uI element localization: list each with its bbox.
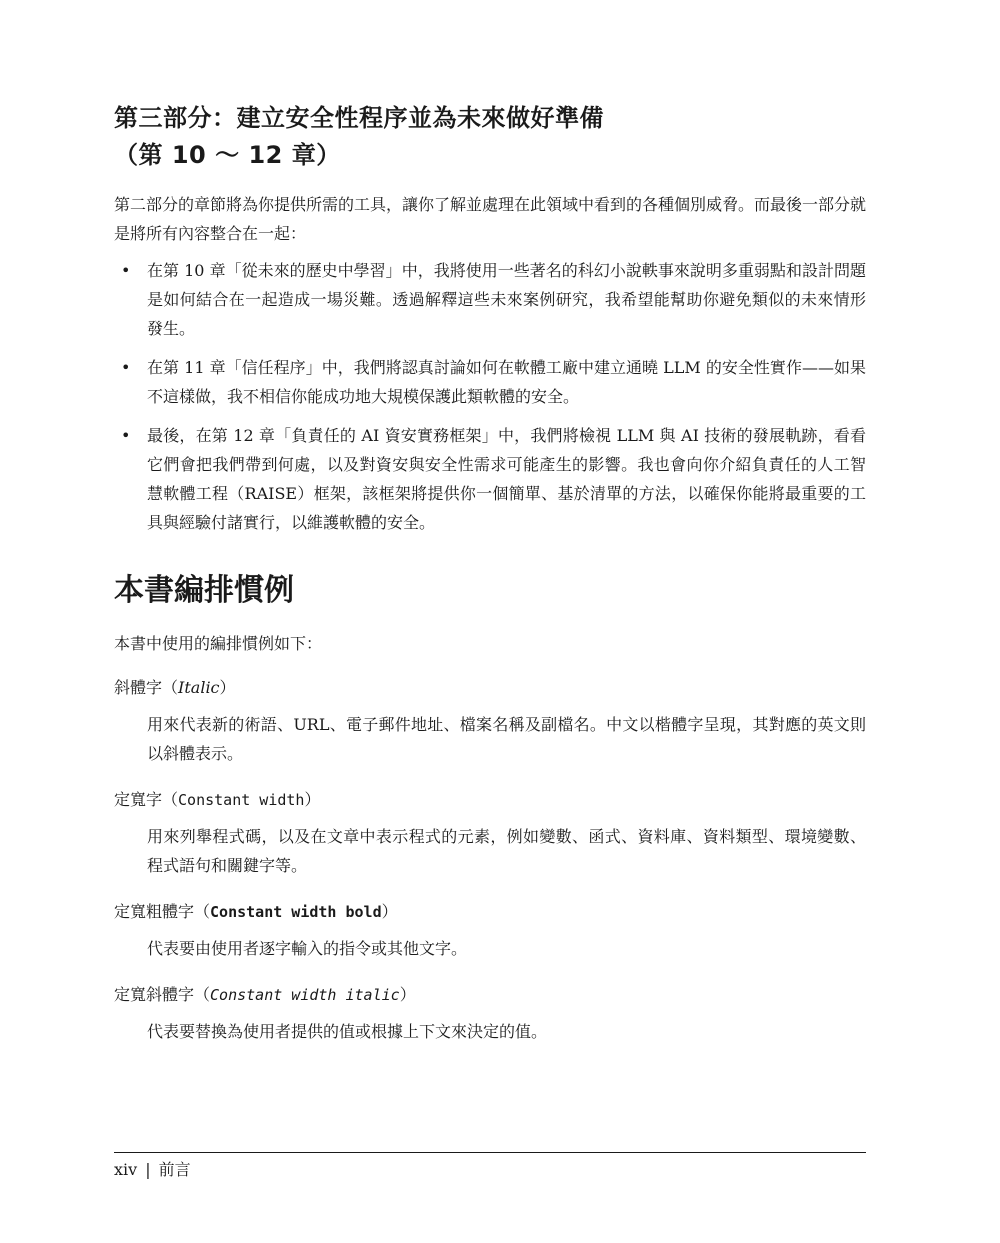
page-footer: [114, 1152, 866, 1182]
footer-separator: |: [145, 1160, 151, 1179]
page-number: xiv: [114, 1160, 138, 1179]
bullet-icon: •: [121, 426, 131, 445]
list-item: • 最後，在第 12 章「負責任的 AI 資安實務框架」中，我們將檢視 LLM 與 AI 技術的發展軌跡，看看它們會把我們帶到何處，以及對資安與安全性需求可能產生的影響。我也會向你介紹負責任的人工智慧軟體工程（RAISE）框架，該框架將提供你一個簡單、基於清單的方法，以確保你能將最重要的工具與經驗付諸實行，以維護軟體的安全。: [114, 421, 866, 537]
conventions-intro: 本書中使用的編排慣例如下：: [114, 634, 323, 653]
part3-bullet-list: [114, 256, 866, 537]
term-constant-width: 定寬字（Constant width）: [114, 790, 321, 809]
conventions-heading: 本書編排慣例: [114, 573, 294, 608]
term-constant-width-desc: 用來列舉程式碼，以及在文章中表示程式的元素，例如變數、函式、資料庫、資料類型、環境變數、程式語句和關鍵字等。: [147, 827, 866, 875]
term-constant-width-italic-desc: 代表要替換為使用者提供的值或根據上下文來決定的值。: [147, 1022, 548, 1041]
list-item: • 在第 10 章「從未來的歷史中學習」中，我將使用一些著名的科幻小說軼事來說明多重弱點和設計問題是如何結合在一起造成一場災難。透過解釋這些未來案例研究，我希望能幫助你避免類似的未來情形發生。: [114, 256, 866, 343]
term-italic-desc: 用來代表新的術語、URL、電子郵件地址、檔案名稱及副檔名。中文以楷體字呈現，其對應的英文則以斜體表示。: [147, 715, 866, 763]
bullet-icon: •: [121, 358, 131, 377]
term-constant-width-bold: 定寬粗體字（Constant width bold）: [114, 902, 398, 921]
part3-title-line1: 第三部分：建立安全性程序並為未來做好準備: [114, 104, 604, 132]
part3-intro: 第二部分的章節將為你提供所需的工具，讓你了解並處理在此領域中看到的各種個別威脅。而最後一部分就是將所有內容整合在一起：: [114, 195, 867, 243]
term-italic: 斜體字（Italic）: [114, 678, 236, 697]
bullet-icon: •: [121, 261, 131, 280]
term-constant-width-italic: 定寬斜體字（Constant width italic）: [114, 985, 416, 1004]
part3-title-line2: （第 10 ～ 12 章）: [114, 141, 341, 169]
term-constant-width-bold-desc: 代表要由使用者逐字輸入的指令或其他文字。: [147, 939, 468, 958]
list-item: • 在第 11 章「信任程序」中，我們將認真討論如何在軟體工廠中建立通曉 LLM 的安全性實作——如果不這樣做，我不相信你能成功地大規模保護此類軟體的安全。: [114, 353, 866, 411]
page-body: [114, 100, 866, 1046]
part3-heading: [114, 100, 866, 174]
chapter-name: 前言: [158, 1160, 191, 1179]
